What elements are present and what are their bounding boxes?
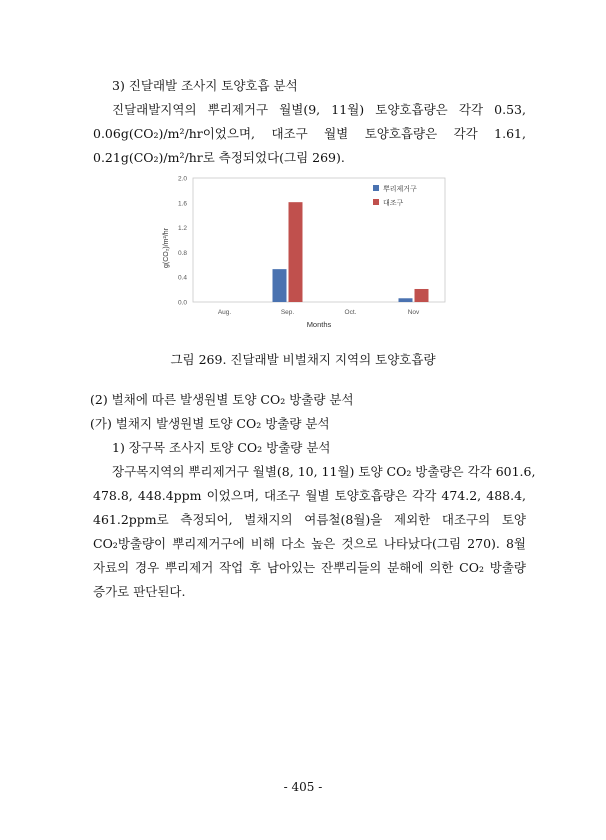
figure-caption: 그림 269. 진달래발 비벌채지 지역의 토양호흡량 (170, 352, 436, 367)
y-tick-label: 0.0 (177, 299, 187, 307)
y-tick-label: 1.2 (177, 225, 187, 233)
legend-swatch (373, 185, 379, 191)
y-tick-label: 0.8 (177, 249, 187, 257)
y-axis-label: g(CO₂)/m²/hr (163, 227, 170, 269)
paragraph-line: 증가로 판단된다. (93, 584, 186, 599)
bar-root-removal (399, 298, 413, 302)
paragraph-line: 0.21g(CO₂)/m²/hr로 측정되었다(그림 269). (93, 150, 345, 165)
y-tick-label: 1.6 (177, 200, 187, 208)
bar-root-removal (273, 269, 287, 302)
bar-chart (155, 170, 455, 332)
legend-label: 대조구 (383, 200, 404, 207)
soil-respiration-chart (155, 170, 455, 332)
bar-control (289, 202, 303, 302)
paragraph-line: CO₂방출량이 뿌리제거구에 비해 다소 높은 것으로 나타났다(그림 270). 8월 (93, 536, 526, 551)
subsection-heading: (가) 벌채지 발생원별 토양 CO₂ 방출량 분석 (90, 416, 330, 431)
item-heading: 1) 장구목 조사지 토양 CO₂ 방출량 분석 (112, 440, 331, 455)
plot-frame (193, 178, 445, 302)
page-number: - 405 - (283, 780, 323, 794)
x-tick-label: Oct. (344, 309, 357, 316)
paragraph-line: 461.2ppm로 측정되어, 벌채지의 여름철(8월)을 제외한 대조구의 토양 (93, 512, 526, 527)
legend-label: 뿌리제거구 (383, 186, 417, 193)
section-heading: (2) 벌채에 따른 발생원별 토양 CO₂ 방출량 분석 (90, 392, 354, 407)
legend-swatch (373, 199, 379, 205)
bar-control (415, 289, 429, 302)
x-axis-label: Months (306, 320, 332, 329)
section-heading: 3) 진달래발 조사지 토양호흡 분석 (112, 78, 298, 93)
y-tick-label: 0.4 (177, 274, 187, 282)
x-tick-label: Sep. (280, 309, 295, 316)
paragraph-line: 478.8, 448.4ppm 이었으며, 대조구 월별 토양호흡량은 각각 474.2, 488.4, (93, 488, 526, 503)
paragraph-line: 진달래발지역의 뿌리제거구 월별(9, 11월) 토양호흡량은 각각 0.53, (112, 102, 526, 117)
paragraph-line: 장구목지역의 뿌리제거구 월별(8, 10, 11월) 토양 CO₂ 방출량은 각각 601.6, (112, 464, 536, 479)
paragraph-line: 0.06g(CO₂)/m²/hr이었으며, 대조구 월별 토양호흡량은 각각 1.61, (93, 126, 526, 141)
y-tick-label: 2.0 (177, 175, 187, 183)
x-tick-label: Aug. (217, 309, 232, 316)
x-tick-label: Nov (407, 309, 420, 316)
paragraph-line: 자료의 경우 뿌리제거 작업 후 남아있는 잔뿌리들의 분해에 의한 CO₂ 방출량 (93, 560, 526, 575)
